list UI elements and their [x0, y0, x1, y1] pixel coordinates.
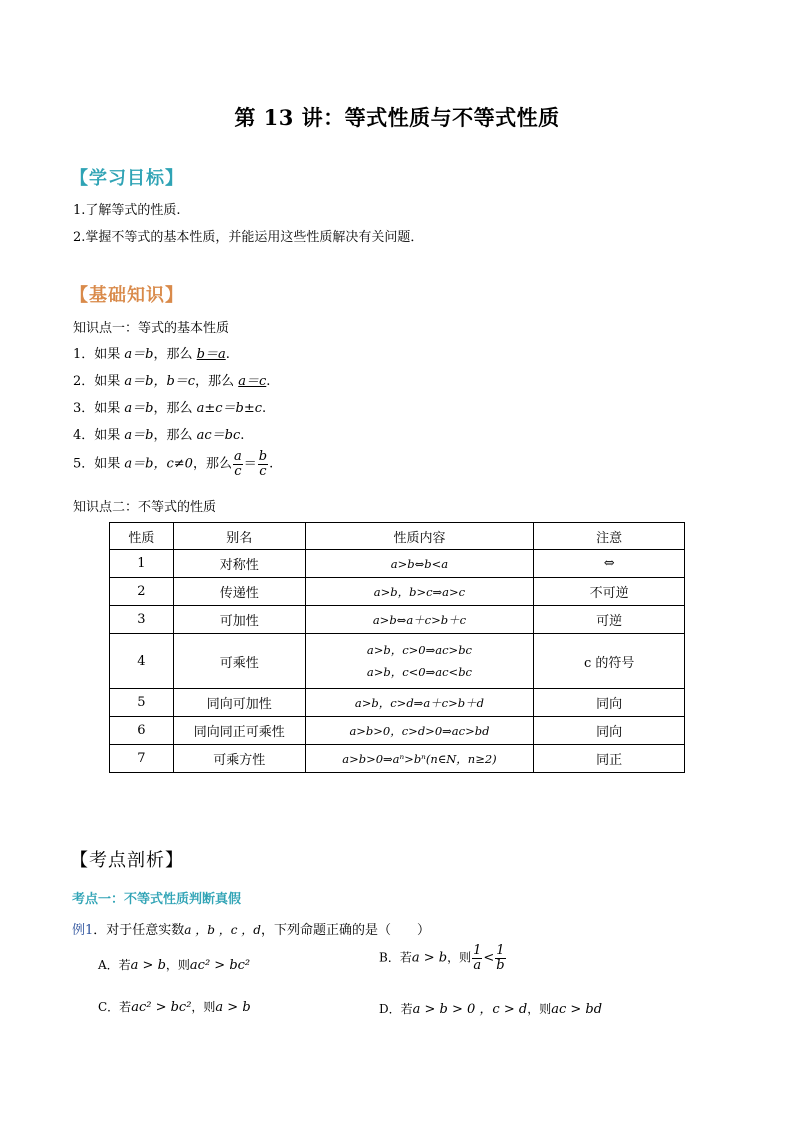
- cell-no: 2: [110, 578, 174, 606]
- cell-name: 可加性: [173, 606, 305, 634]
- option-b[interactable]: [379, 944, 507, 972]
- item-period: .: [240, 428, 245, 443]
- option-c[interactable]: [98, 998, 251, 1015]
- cell-name: 对称性: [173, 550, 305, 578]
- item-condition: a＝b，c≠0: [124, 456, 193, 472]
- exam-point-heading: 考点一：不等式性质判断真假: [72, 892, 242, 907]
- table-header-row: [110, 523, 685, 550]
- option-a[interactable]: [98, 956, 250, 973]
- fraction-denominator: c: [259, 463, 267, 479]
- option-condition: a > b > 0 ，c > d: [412, 1002, 528, 1017]
- item-condition: a＝b，b＝c: [124, 374, 196, 389]
- content-line: a>b，c>0⇒ac>bc: [366, 643, 472, 657]
- item-condition: a＝b: [124, 401, 154, 416]
- section-heading-basics: 【基础知识】: [70, 285, 184, 306]
- cell-note: 可逆: [534, 606, 685, 634]
- fraction-numerator: a: [233, 449, 242, 464]
- option-then: ，则: [165, 958, 190, 972]
- item-prefix: 3．如果: [73, 401, 125, 416]
- cell-note: 不可逆: [534, 578, 685, 606]
- goal-item: 2.掌握不等式的基本性质，并能运用这些性质解决有关问题．: [73, 230, 424, 245]
- example-label: 例1: [72, 923, 94, 938]
- table-row: [110, 717, 685, 745]
- fraction-b-over-c: [258, 450, 268, 478]
- example-tail: ，下列命题正确的是（ ）: [260, 923, 430, 938]
- fraction-numerator: 1: [473, 943, 482, 958]
- option-result: a > b: [215, 1000, 251, 1015]
- item-condition: a＝b: [124, 347, 154, 362]
- section-heading-analysis: 【考点剖析】: [70, 850, 184, 871]
- item-then: ，那么: [153, 401, 197, 416]
- cell-content: a>b，c>d⇒a＋c>b＋d: [305, 689, 534, 717]
- equals-sign: ＝: [243, 456, 257, 472]
- content-line: a>b，c<0⇒ac<bc: [366, 665, 472, 679]
- fraction-one-over-a: [472, 944, 482, 972]
- equality-property: [73, 397, 266, 416]
- option-then: ，则: [527, 1002, 552, 1016]
- equality-property: [73, 424, 244, 443]
- cell-no: 7: [110, 745, 174, 773]
- option-d[interactable]: [379, 998, 602, 1017]
- inequality-properties-table: [109, 522, 685, 773]
- cell-no: 4: [110, 634, 174, 689]
- equality-property: [73, 343, 230, 362]
- item-then: ，那么: [195, 374, 239, 389]
- header-content: 性质内容: [305, 523, 534, 550]
- option-label: C．若: [98, 1000, 132, 1014]
- fraction-denominator: a: [473, 957, 482, 973]
- table-row: [110, 634, 685, 689]
- knowledge-point-heading: 知识点一：等式的基本性质: [73, 321, 230, 336]
- fraction-denominator: b: [496, 957, 505, 973]
- cell-name: 同向可加性: [173, 689, 305, 717]
- item-result: a±c＝b±c: [196, 401, 263, 416]
- cell-name: 传递性: [173, 578, 305, 606]
- item-then: ，那么: [153, 347, 197, 362]
- cell-name: 可乘方性: [173, 745, 305, 773]
- item-period: .: [266, 374, 271, 389]
- option-condition: a > b: [411, 950, 448, 966]
- cell-no: 3: [110, 606, 174, 634]
- cell-content: a>b>0⇒aⁿ>bⁿ(n∈N，n≥2): [305, 745, 534, 773]
- cell-content: a>b，b>c⇒a>c: [305, 578, 534, 606]
- header-name: 别名: [173, 523, 305, 550]
- cell-content: a>b⇔a＋c>b＋c: [305, 606, 534, 634]
- equality-property: [73, 370, 270, 389]
- item-prefix: 2．如果: [73, 374, 125, 389]
- equality-property-fraction: [73, 450, 273, 478]
- header-no: 性质: [110, 523, 174, 550]
- table-row: [110, 745, 685, 773]
- cell-content: a>b>0，c>d>0⇒ac>bd: [305, 717, 534, 745]
- item-result: b＝a: [196, 347, 226, 362]
- option-label: B．若: [379, 950, 412, 965]
- item-then: ，那么: [192, 456, 232, 472]
- cell-note: ⇔: [534, 550, 685, 578]
- option-condition: a > b: [130, 958, 166, 973]
- option-condition: ac² > bc²: [131, 1000, 192, 1015]
- item-period: .: [269, 456, 274, 472]
- cell-name: 可乘性: [173, 634, 305, 689]
- item-condition: a＝b: [124, 428, 154, 443]
- option-result: ac² > bc²: [189, 958, 251, 973]
- cell-note: c 的符号: [534, 634, 685, 689]
- option-result: ac > bd: [551, 1002, 603, 1017]
- fraction-numerator: 1: [496, 943, 505, 958]
- fraction-a-over-c: [233, 450, 243, 478]
- cell-content: [305, 634, 534, 689]
- item-prefix: 5．如果: [73, 456, 125, 472]
- cell-content: a>b⇔b<a: [305, 550, 534, 578]
- item-result: a＝c: [238, 374, 267, 389]
- option-then: ，则: [447, 950, 472, 965]
- less-than-sign: <: [483, 950, 495, 966]
- option-label: A．若: [98, 958, 131, 972]
- cell-name: 同向同正可乘性: [173, 717, 305, 745]
- cell-no: 6: [110, 717, 174, 745]
- header-note: 注意: [534, 523, 685, 550]
- cell-note: 同正: [534, 745, 685, 773]
- example-question: [72, 919, 430, 938]
- example-vars: a ，b ，c ，d: [184, 923, 261, 937]
- item-prefix: 4．如果: [73, 428, 125, 443]
- cell-no: 5: [110, 689, 174, 717]
- option-label: D．若: [379, 1002, 413, 1016]
- example-text: ．对于任意实数: [93, 923, 185, 938]
- fraction-denominator: c: [234, 463, 242, 479]
- goal-item: 1.了解等式的性质.: [73, 203, 181, 218]
- table-row: [110, 689, 685, 717]
- table-row: [110, 550, 685, 578]
- item-period: .: [225, 347, 230, 362]
- cell-note: 同向: [534, 689, 685, 717]
- option-then: ，则: [191, 1000, 216, 1014]
- item-result: ac＝bc: [196, 428, 241, 443]
- item-period: .: [262, 401, 267, 416]
- cell-note: 同向: [534, 717, 685, 745]
- table-row: [110, 606, 685, 634]
- item-prefix: 1．如果: [73, 347, 125, 362]
- cell-no: 1: [110, 550, 174, 578]
- fraction-numerator: b: [258, 449, 268, 464]
- fraction-one-over-b: [495, 944, 505, 972]
- item-then: ，那么: [153, 428, 197, 443]
- knowledge-point-heading: 知识点二：不等式的性质: [73, 500, 217, 515]
- table-row: [110, 578, 685, 606]
- section-heading-goals: 【学习目标】: [70, 168, 184, 189]
- page-title: 第 13 讲：等式性质与不等式性质: [234, 105, 560, 130]
